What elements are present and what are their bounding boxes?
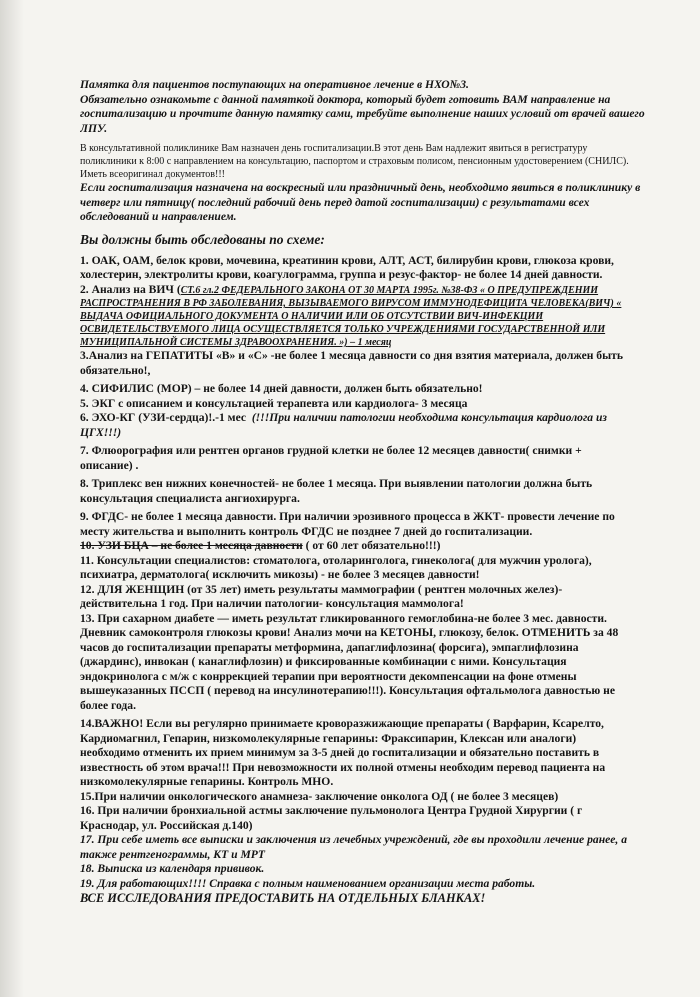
hiv-law-text: СТ.6 гл.2 ФЕДЕРАЛЬНОГО ЗАКОНА ОТ 30 МАРТА 1995г. №38-ФЗ « О ПРЕДУПРЕЖДЕНИИ (180, 284, 599, 296)
item-6-note-cont: ЦГХ!!!) (80, 425, 122, 439)
item-7: 7. Флюорография или рентген органов грудной клетки не более 12 месяцев давности( снимки + (80, 444, 582, 457)
item-15: 15.При наличии онкологического анамнеза- заключение онколога ОД ( не более 3 месяцев) (80, 789, 559, 803)
hiv-law-last (80, 336, 692, 349)
item-6-text: 6. ЭХО-КГ (УЗИ-сердца)!.-1 мес (80, 411, 247, 424)
item-4: 4. СИФИЛИС (МОР) – не более 14 дней давности, должен быть обязательно! (80, 382, 483, 395)
item-6 (80, 411, 692, 426)
item-2-prefix: 2. Анализ на ВИЧ ( (80, 282, 181, 296)
clinic-note-line: поликлиники к 8:00 с направлением на консультацию, паспортом и страховым полисом, пенсионным удостоверением (СНИЛС). (80, 156, 629, 167)
item-10 (80, 539, 692, 554)
item-3-cont: обязательно!, (80, 363, 151, 377)
item-14-cont: известность об этом врача!!! При невозможности их полной отмены необходим перевод пациента на (80, 760, 606, 774)
item-13-cont: Дневник самоконтроля глюкозы крови! Анализ мочи на КЕТОНЫ, глюкозу, белок. ОТМЕНИТЬ за 48 (80, 626, 619, 639)
exam-heading: Вы должны быть обследованы по схеме: (80, 231, 325, 247)
item-11-cont: психиатра, дерматолога( исключить микозы) - не более 3 месяцев давности! (80, 568, 480, 581)
item-14-cont: низкомолекулярные гепарины. Контроль МНО. (80, 775, 334, 788)
item-11: 11. Консультации специалистов: стоматолога, отоларинголога, гинеколога( для мужчин уролога), (80, 553, 592, 567)
item-18: 18. Выписка из календаря прививок. (80, 862, 265, 875)
item-2 (80, 283, 692, 298)
item-7-cont: описание) . (80, 458, 139, 472)
item-19-text: Справка с полным наименованием организации места работы. (206, 876, 536, 890)
item-8: 8. Триплекс вен нижних конечностей- не более 1 месяца. При выявлении патологии должна быть (80, 477, 593, 490)
item-12-cont: действительна 1 год. При наличии патологии- консультация маммолога! (80, 597, 464, 610)
hiv-law-text: ОСВИДЕТЕЛЬСТВУЕМОГО ЛИЦА ОСУЩЕСТВЛЯЕТСЯ ТОЛЬКО УЧРЕЖДЕНИЯМИ ГОСУДАРСТВЕННОЙ ИЛИ (80, 324, 606, 335)
item-10-struck: 10. УЗИ БЦА – не более 1 месяца давности (80, 539, 303, 552)
item-6-note: (!!!При наличии патологии необходима консультация кардиолога из (251, 411, 607, 424)
item-16: 16. При наличии бронхиальной астмы заключение пульмонолога Центра Грудной Хирургии ( г (80, 804, 583, 817)
item-1: 1. ОАК, ОАМ, белок крови, мочевина, креатинин крови, АЛТ, АСТ, билирубин крови, глюкоза крови, (80, 253, 614, 267)
item-13: 13. При сахарном диабете — иметь результат гликированного гемоглобина-не более 3 мес. давности. (80, 611, 607, 625)
scan-fold-shadow (0, 0, 24, 997)
holiday-note-line: четверг или пятницу( последний рабочий день перед датой госпитализации) с результатами всех (80, 195, 590, 209)
hiv-law-text: МУНИЦИПАЛЬНОЙ СИСТЕМЫ ЗДРАВООХРАНЕНИЯ. ») (80, 337, 348, 348)
holiday-note-line: обследований и направлением. (80, 210, 237, 223)
item-8-cont: консультация специалиста ангиохирурга. (80, 491, 300, 505)
holiday-note-line: Если госпитализация назначена на воскресный или праздничный день, необходимо явиться в поликлинику в (80, 181, 641, 194)
item-13-cont: вышеуказанных ПССП ( перевод на инсулинотерапию!!!). Консультация офтальмолога давностью не (80, 684, 615, 697)
item-1-cont: холестерин, электролиты крови, коагулограмма, группа и резус-фактор- не более 14 дней давности. (80, 268, 603, 281)
item-10-note: ( от 60 лет обязательно!!!) (302, 539, 441, 552)
item-19-heading: 19. Для работающих!!!! (80, 876, 207, 890)
item-19 (80, 877, 692, 892)
item-14-cont: Кардиомагнил, Гепарин, низкомолекулярные гепарины: Фраксипарин, Клексан или аналоги) (80, 731, 577, 745)
item-13-cont: эндокринолога с м/ж с конррекцией терапии при вероятности декомпенсации на фоне отмены (80, 669, 577, 683)
intro-line: ЛПУ. (80, 121, 108, 135)
item-12: 12. ДЛЯ ЖЕНЩИН (от 35 лет) иметь результаты маммографии ( рентген молочных желез)- (80, 582, 563, 596)
intro-line: Обязательно ознакомьте с данной памяткой доктора, который будет готовить ВАМ направление на (80, 92, 611, 106)
item-9-cont: месту жительства и выполнить контроль ФГДС не позднее 7 дней до госпитализации. (80, 524, 533, 538)
item-13-cont: более года. (80, 698, 136, 712)
item-14: 14.ВАЖНО! Если вы регулярно принимаете кроворазжижающие препараты ( Варфарин, Ксарелто, (80, 717, 604, 730)
item-5: 5. ЭКГ с описанием и консультацией терапевта или кардиолога- 3 месяца (80, 396, 468, 410)
clinic-note-line: В консультативной поликлинике Вам назначен день госпитализации.В этот день Вам надлежит явиться в регистратуру (80, 143, 588, 154)
item-13-cont: часов до госпитализации препараты метформина, дапаглифлозина( форсига), эмпаглифлозина (80, 640, 579, 654)
item-16-cont: Краснодар, ул. Российская д.140) (80, 818, 253, 832)
item-14-cont: необходимо отменить их прием минимум за 3-5 дней до госпитализации и обязательно поставить в (80, 746, 600, 759)
final-requirement: ВСЕ ИССЛЕДОВАНИЯ ПРЕДОСТАВИТЬ НА ОТДЕЛЬНЫХ БЛАНКАХ! (80, 891, 486, 905)
item-17-cont: также рентгенограммы, КТ и МРТ (80, 847, 265, 861)
memo-title: Памятка для пациентов поступающих на оперативное лечение в НХО№3. (80, 78, 469, 91)
item-13-cont: (джардинс), инвокан ( канаглифлозин) и фиксированные комбинации с ними. Консультация (80, 655, 567, 668)
intro-line: госпитализацию и прочтите данную памятку сами, требуйте выполнение наших условий от врачей вашего (80, 107, 645, 120)
hiv-validity: – 1 месяц (347, 337, 392, 348)
item-9: 9. ФГДС- не более 1 месяца давности. При наличии эрозивного процесса в ЖКТ- провести лечение по (80, 510, 615, 523)
hiv-law-text: ВЫДАЧА ОФИЦИАЛЬНОГО ДОКУМЕНТА О НАЛИЧИИ ИЛИ ОБ ОТСУТСТВИИ ВИЧ-ИНФЕКЦИИ (80, 311, 544, 322)
clinic-note-line: Иметь всеоригинал документов!!! (80, 169, 225, 180)
item-3: 3.Анализ на ГЕПАТИТЫ «В» и «С» -не более 1 месяца давности со дня взятия материала, должен быть (80, 349, 623, 362)
item-17: 17. При себе иметь все выписки и заключения из лечебных учреждений, где вы проходили лечение ранее, а (80, 833, 628, 846)
hiv-law-text: РАСПРОСТРАНЕНИЯ В РФ ЗАБОЛЕВАНИЯ, ВЫЗЫВАЕМОГО ВИРУСОМ ИММУНОДЕФИЦИТА ЧЕЛОВЕКА(ВИЧ) « (80, 298, 622, 309)
